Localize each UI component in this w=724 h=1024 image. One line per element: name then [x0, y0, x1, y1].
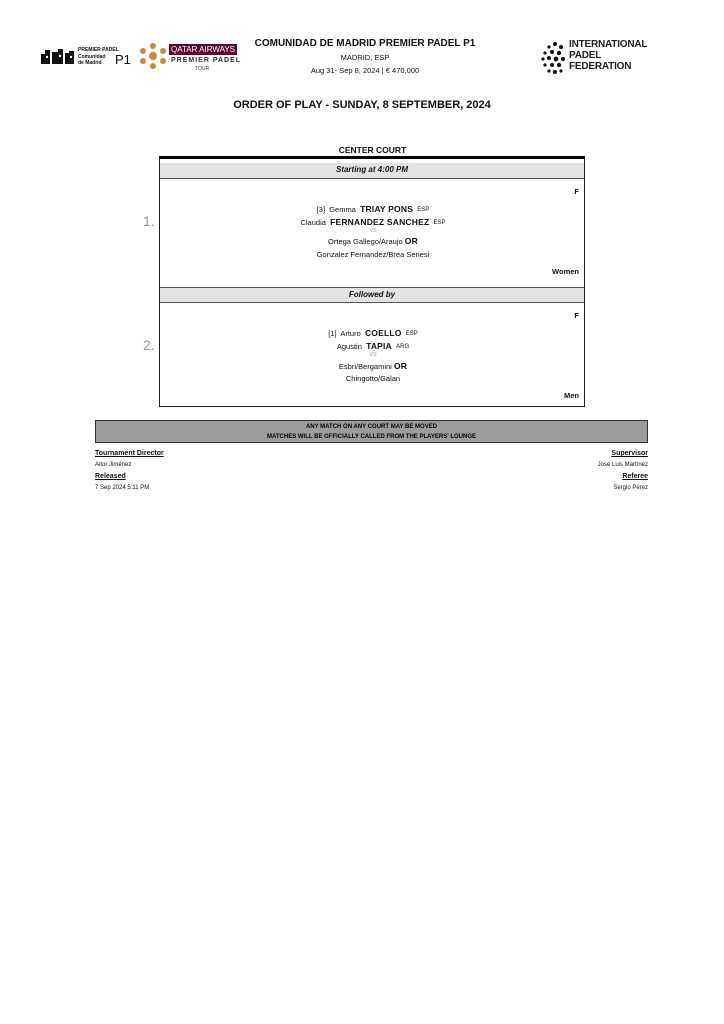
match-2-round: F — [574, 311, 579, 320]
director-name: Aitor Jiménez — [95, 462, 132, 468]
match-1-number: 1. — [143, 213, 155, 229]
qatar-brand-label: QATAR AIRWAYS — [170, 45, 235, 54]
supervisor-name: José Luis Martínez — [597, 462, 648, 468]
last-name: FERNANDEZ SANCHEZ — [330, 217, 430, 227]
first-name: Agustin — [336, 342, 362, 351]
ipf-logo — [537, 38, 647, 78]
tournament-dates-prize: Aug 31- Sep 8, 2024 | € 470,000 — [310, 66, 420, 75]
or-label: OR — [393, 361, 408, 371]
supervisor-label: Supervisor — [611, 450, 648, 457]
match-2-opponent-2: Chingotto/Galan — [345, 374, 401, 383]
court-name: CENTER COURT — [338, 145, 407, 155]
referee-label: Referee — [622, 473, 648, 480]
director-label: Tournament Director — [95, 450, 164, 457]
cm-logo-line2: Comunidad — [78, 54, 106, 60]
nationality: ESP — [433, 220, 446, 226]
ipf-line3: FEDERATION — [569, 61, 632, 72]
match-2-number: 2. — [143, 337, 155, 353]
last-name: TAPIA — [366, 341, 392, 351]
match-1-player-1 — [160, 204, 586, 214]
court-schedule — [159, 156, 585, 407]
match-2-category: Men — [564, 391, 579, 400]
match-1-player-2 — [160, 217, 586, 227]
match-1-vs: VS — [369, 228, 377, 234]
last-name: COELLO — [364, 328, 402, 338]
tournament-location: MADRID, ESP — [340, 53, 390, 62]
match-1-opponent-1 — [160, 236, 586, 246]
released-label: Released — [95, 473, 126, 480]
cm-logo-line3: de Madrid — [78, 60, 102, 66]
last-name: TRIAY PONS — [360, 204, 414, 214]
opponent-names: Esbri/Bergamini — [338, 362, 392, 371]
sponsor-logo-line2: TOUR — [195, 66, 210, 72]
ipf-line1: INTERNATIONAL — [569, 39, 648, 50]
match-1-start-bar: Starting at 4:00 PM — [160, 163, 584, 179]
match-2-opponent-1 — [160, 361, 586, 371]
match-1-category: Women — [552, 267, 579, 276]
ipf-text — [569, 39, 647, 72]
seed: [1] — [328, 329, 337, 338]
cm-logo-line1: PREMIER PADEL — [78, 47, 119, 53]
order-of-play-title: ORDER OF PLAY - SUNDAY, 8 SEPTEMBER, 2024 — [233, 99, 491, 111]
match-2-player-1 — [160, 328, 586, 338]
comunidad-madrid-logo — [41, 46, 141, 68]
or-label: OR — [404, 236, 418, 246]
released-value: 7 Sep 2024 5:11 PM — [95, 485, 150, 491]
nationality: ESP — [405, 331, 418, 337]
ipf-padel-ball-icon — [537, 38, 567, 83]
match-1-round: F — [574, 187, 579, 196]
referee-name: Sergio Perez — [613, 485, 648, 491]
match-2-vs: VS — [369, 352, 377, 358]
match-1-opponent-2: Gonzalez Fernandez/Brea Senesi — [316, 250, 430, 259]
comunidad-madrid-mark-icon — [41, 48, 75, 70]
first-name: Gemma — [329, 205, 356, 214]
qatar-airways-logo — [139, 42, 243, 72]
qatar-premier-padel-icon — [139, 42, 167, 75]
tournament-header — [230, 38, 500, 75]
notice-line-1: ANY MATCH ON ANY COURT MAY BE MOVED — [305, 424, 438, 430]
nationality: ARG — [396, 344, 410, 350]
match-2-player-2 — [160, 341, 586, 351]
opponent-names: Ortega Gallego/Araujo — [328, 237, 403, 246]
match-2-start-bar: Followed by — [160, 287, 584, 303]
tournament-title: COMUNIDAD DE MADRID PREMIER PADEL P1 — [254, 38, 476, 49]
seed: [3] — [316, 205, 326, 214]
ipf-line2: PADEL — [569, 50, 602, 61]
first-name: Arturo — [340, 329, 361, 338]
first-name: Claudia — [300, 218, 326, 227]
sponsor-logo-line1: PREMIER PADEL — [171, 57, 242, 64]
cm-logo-badge: P1 — [115, 52, 131, 67]
notice-line-2: MATCHES WILL BE OFFICIALLY CALLED FROM THE PLAYERS' LOUNGE — [267, 434, 476, 440]
notice-banner — [95, 420, 648, 443]
nationality: ESP — [417, 207, 430, 213]
